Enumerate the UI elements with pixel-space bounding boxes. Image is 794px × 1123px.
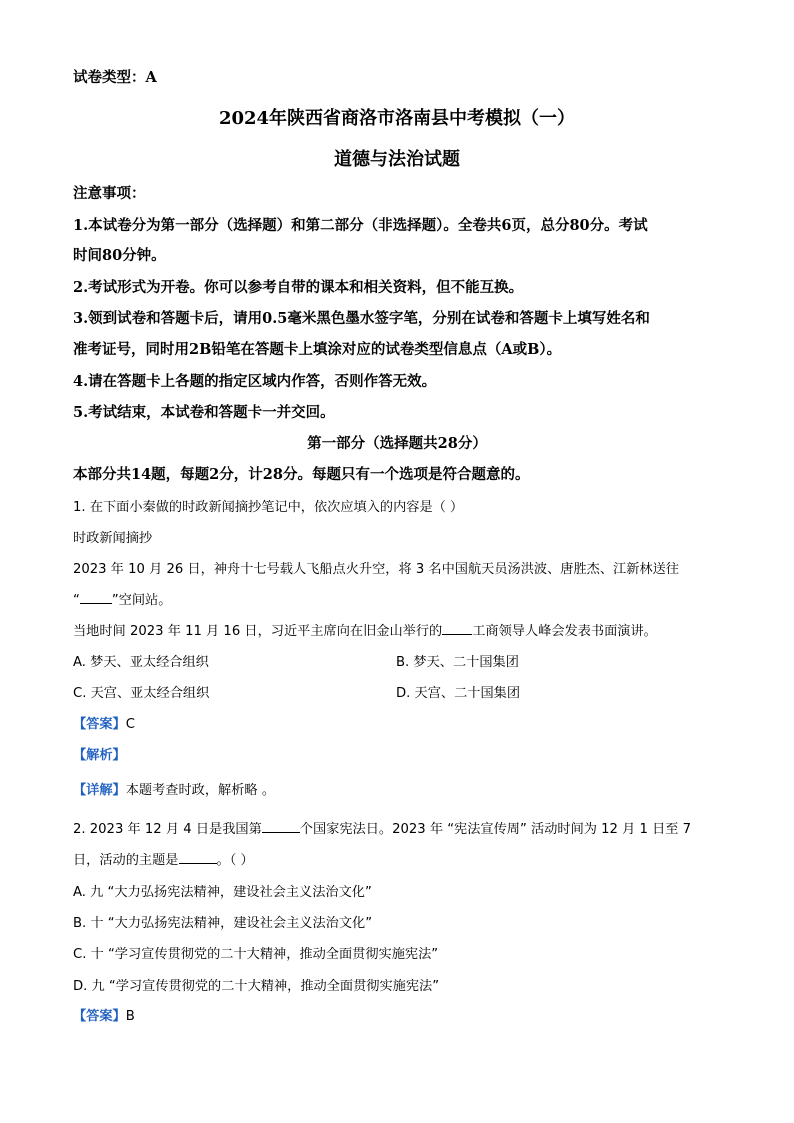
q1-note-title: 时政新闻摘抄 [73,531,153,546]
q2-option-d: D. 九 “学习宣传贯彻党的二十大精神，推动全面贯彻实施宪法” [73,979,440,994]
detail-text: 本题考查时政，解析略 。 [125,783,276,798]
q2-stem-rest: 个国家宪法日。2023 年 “宪法宣传周” 活动时间为 12 月 1 日至 7 [299,822,692,837]
analysis-tag: 【解析】 [73,748,126,763]
q1-note-line [73,589,171,608]
q1-line3-start: 当地时间 2023 年 11 月 16 日，习近平主席向在旧金山举行的 [73,624,443,639]
answer-value: C [125,717,135,732]
q2-stem-line2 [73,849,254,868]
q1-option-a: A. 梦天、亚太经合组织 [73,655,209,670]
detail-tag: 【详解】 [73,783,126,798]
q1-option-b: B. 梦天、二十国集团 [396,655,519,670]
q1-option-d: D. 天宫、二十国集团 [396,686,521,701]
note-line: 5.考试结束，本试卷和答题卡一并交回。 [73,404,335,421]
q1-answer [73,713,135,732]
note-line: 1.本试卷分为第一部分（选择题）和第二部分（非选择题）。全卷共6页，总分80分。考试 [73,217,648,234]
q1-line3-rest: 工商领导人峰会发表书面演讲。 [472,624,657,639]
fill-blank [442,622,472,635]
answer-value: B [125,1009,135,1024]
q1-line2-rest: ”空间站。 [111,593,172,608]
q2-option-c: C. 十 “学习宣传贯彻党的二十大精神，推动全面贯彻实施宪法” [73,947,439,962]
answer-tag: 【答案】 [73,717,126,732]
q1-analysis [73,744,126,763]
note-line: 4.请在答题卡上各题的指定区域内作答，否则作答无效。 [73,373,437,390]
note-line: 2.考试形式为开卷。你可以参考自带的课本和相关资料，但不能互换。 [73,279,524,296]
notes-heading: 注意事项： [73,185,146,202]
fill-blank [80,591,112,604]
q2-stem-start: 2. 2023 年 12 月 4 日是我国第 [73,822,262,837]
q2-option-a: A. 九 “大力弘扬宪法精神，建设社会主义法治文化” [73,885,372,900]
exam-title: 2024年陕西省商洛市洛南县中考模拟（一） [218,108,576,129]
q1-quote-open: “ [73,593,80,608]
note-line: 3.领到试卷和答题卡后，请用0.5毫米黑色墨水签字笔，分别在试卷和答题卡上填写姓名和 [73,310,650,327]
q2-option-b: B. 十 “大力弘扬宪法精神，建设社会主义法治文化” [73,916,373,931]
fill-blank [179,851,217,864]
note-line: 准考证号，同时用2B铅笔在答题卡上填涂对应的试卷类型信息点（A或B）。 [73,341,562,358]
exam-subtitle: 道德与法治试题 [334,149,460,170]
q1-note-line [73,620,657,639]
q2-stem2-rest: 。（ ） [216,853,254,868]
part1-heading: 第一部分（选择题共28分） [307,435,487,452]
answer-tag: 【答案】 [73,1009,126,1024]
q1-option-c: C. 天宫、亚太经合组织 [73,686,210,701]
q2-stem2-start: 日，活动的主题是 [73,853,179,868]
q1-detail [73,779,275,798]
fill-blank [262,820,300,833]
q2-answer [73,1005,135,1024]
q2-stem [73,818,691,837]
paper-type: 试卷类型：A [73,69,157,86]
note-line: 时间80分钟。 [73,247,166,264]
q1-stem: 1. 在下面小秦做的时政新闻摘抄笔记中，依次应填入的内容是（ ） [73,500,464,515]
part1-instruction: 本部分共14题，每题2分，计28分。每题只有一个选项是符合题意的。 [73,466,530,483]
q1-note-line: 2023 年 10 月 26 日，神舟十七号载人飞船点火升空，将 3 名中国航天员汤洪波、唐胜杰、江新林送往 [73,562,679,577]
